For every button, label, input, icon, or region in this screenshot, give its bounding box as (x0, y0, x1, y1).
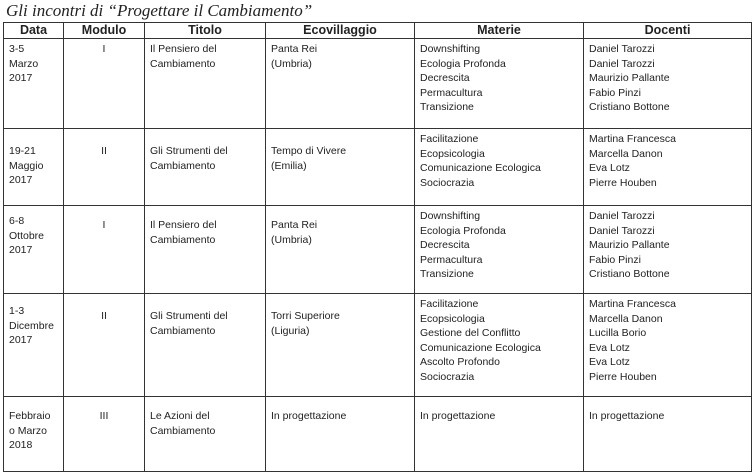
cell-text: Martina Francesca (589, 298, 676, 310)
cell-text: II (101, 310, 107, 322)
cell-text: Torri Superiore (271, 310, 340, 322)
cell-text: Cambiamento (150, 57, 216, 70)
cell-text: III (99, 410, 109, 422)
cell-ecovillaggio (266, 129, 415, 206)
cell-text: Marcella Danon (589, 147, 663, 160)
cell-text: Daniel Tarozzi (589, 43, 655, 55)
cell-text: 2017 (9, 334, 33, 347)
cell-data (4, 39, 64, 129)
cell-text: Cambiamento (150, 159, 216, 172)
cell-data (4, 206, 64, 294)
cell-docenti (584, 206, 752, 294)
cell-materie (415, 397, 584, 472)
cell-data (4, 294, 64, 397)
cell-text: Il Pensiero del (150, 43, 217, 55)
cell-text: Daniel Tarozzi (589, 210, 655, 222)
table-row (4, 206, 752, 294)
cell-titolo (145, 294, 266, 397)
cell-text: Dicembre (9, 319, 54, 332)
cell-text: Ecopsicologia (420, 312, 485, 325)
cell-text: Panta Rei (271, 219, 318, 231)
column-header-materie: Materie (415, 23, 584, 39)
cell-text: 6-8 (9, 215, 25, 227)
cell-text: Sociocrazia (420, 370, 475, 383)
cell-ecovillaggio (266, 206, 415, 294)
cell-titolo (145, 397, 266, 472)
cell-materie (415, 294, 584, 397)
cell-text: Downshifting (420, 43, 481, 55)
cell-text: Transizione (420, 101, 474, 114)
cell-modulo (64, 206, 145, 294)
cell-modulo (64, 129, 145, 206)
cell-text: Comunicazione Ecologica (420, 162, 541, 175)
cell-text: Eva Lotz (589, 356, 630, 369)
cell-docenti (584, 39, 752, 129)
cell-text: 2018 (9, 439, 33, 452)
cell-modulo (64, 39, 145, 129)
cell-text: 19-21 (9, 145, 36, 157)
cell-text: Permacultura (420, 253, 483, 266)
cell-text: Daniel Tarozzi (589, 224, 655, 237)
cell-text: Cambiamento (150, 324, 216, 337)
cell-materie (415, 206, 584, 294)
cell-text: Gestione del Conflitto (420, 327, 521, 340)
cell-text: Maggio (9, 159, 44, 172)
cell-text: Downshifting (420, 210, 481, 222)
cell-text: Maurizio Pallante (589, 239, 670, 252)
cell-text: 1-3 (9, 305, 25, 317)
cell-text: Cristiano Bottone (589, 268, 670, 281)
cell-text: 2017 (9, 72, 33, 85)
cell-text: Il Pensiero del (150, 219, 217, 231)
cell-text: Lucilla Borio (589, 327, 647, 340)
cell-text: Decrescita (420, 72, 470, 85)
cell-text: I (102, 43, 106, 55)
cell-text: Sociocrazia (420, 176, 475, 189)
cell-text: (Umbria) (271, 233, 312, 246)
cell-ecovillaggio (266, 39, 415, 129)
cell-text: Ascolto Profondo (420, 356, 500, 369)
column-header-data: Data (4, 23, 64, 39)
document-title: Gli incontri di “Progettare il Cambiamento” (6, 1, 313, 20)
cell-text: Pierre Houben (589, 370, 657, 383)
cell-text: II (101, 145, 107, 157)
cell-text: Ecologia Profonda (420, 57, 506, 70)
cell-titolo (145, 129, 266, 206)
cell-text: Permacultura (420, 86, 483, 99)
cell-text: Ecologia Profonda (420, 224, 506, 237)
cell-text: (Umbria) (271, 57, 312, 70)
cell-data (4, 129, 64, 206)
cell-text: Eva Lotz (589, 162, 630, 175)
cell-text: Panta Rei (271, 43, 318, 55)
cell-text: Comunicazione Ecologica (420, 341, 541, 354)
cell-text: Fabio Pinzi (589, 86, 641, 99)
cell-text: In progettazione (589, 410, 665, 422)
cell-text: (Emilia) (271, 159, 307, 172)
cell-ecovillaggio (266, 397, 415, 472)
table-row (4, 397, 752, 472)
cell-docenti (584, 294, 752, 397)
cell-text: Facilitazione (420, 298, 479, 310)
cell-docenti (584, 129, 752, 206)
cell-text: Le Azioni del (150, 410, 210, 422)
cell-text: Marzo (9, 57, 39, 70)
cell-text: Febbraio (9, 410, 51, 422)
cell-modulo (64, 294, 145, 397)
column-header-titolo: Titolo (145, 23, 266, 39)
cell-text: Ecopsicologia (420, 147, 485, 160)
cell-text: Marcella Danon (589, 312, 663, 325)
header-row (4, 23, 752, 39)
cell-titolo (145, 206, 266, 294)
cell-materie (415, 39, 584, 129)
column-header-ecovillaggio: Ecovillaggio (266, 23, 415, 39)
cell-text: Gli Strumenti del (150, 145, 228, 157)
schedule-table (3, 22, 752, 472)
cell-text: Ottobre (9, 229, 45, 242)
cell-text: Facilitazione (420, 133, 479, 145)
column-header-docenti: Docenti (584, 23, 752, 39)
table-row (4, 39, 752, 129)
cell-docenti (584, 397, 752, 472)
cell-text: Tempo di Vivere (271, 145, 347, 157)
cell-text: Cambiamento (150, 233, 216, 246)
cell-text: Transizione (420, 268, 474, 281)
cell-text: Martina Francesca (589, 133, 676, 145)
cell-titolo (145, 39, 266, 129)
cell-modulo (64, 397, 145, 472)
cell-materie (415, 129, 584, 206)
table-row (4, 129, 752, 206)
cell-data (4, 397, 64, 472)
cell-text: Gli Strumenti del (150, 310, 228, 322)
table-row (4, 294, 752, 397)
cell-text: Eva Lotz (589, 341, 630, 354)
cell-ecovillaggio (266, 294, 415, 397)
cell-text: I (102, 219, 106, 231)
cell-text: o Marzo (9, 424, 47, 437)
cell-text: In progettazione (271, 410, 347, 422)
cell-text: 2017 (9, 244, 33, 257)
cell-text: Fabio Pinzi (589, 253, 641, 266)
cell-text: In progettazione (420, 410, 496, 422)
cell-text: 2017 (9, 174, 33, 187)
cell-text: Cristiano Bottone (589, 101, 670, 114)
cell-text: Decrescita (420, 239, 470, 252)
cell-text: 3-5 (9, 43, 25, 55)
cell-text: (Liguria) (271, 324, 310, 337)
cell-text: Maurizio Pallante (589, 72, 670, 85)
cell-text: Cambiamento (150, 424, 216, 437)
cell-text: Daniel Tarozzi (589, 57, 655, 70)
column-header-modulo: Modulo (64, 23, 145, 39)
cell-text: Pierre Houben (589, 176, 657, 189)
